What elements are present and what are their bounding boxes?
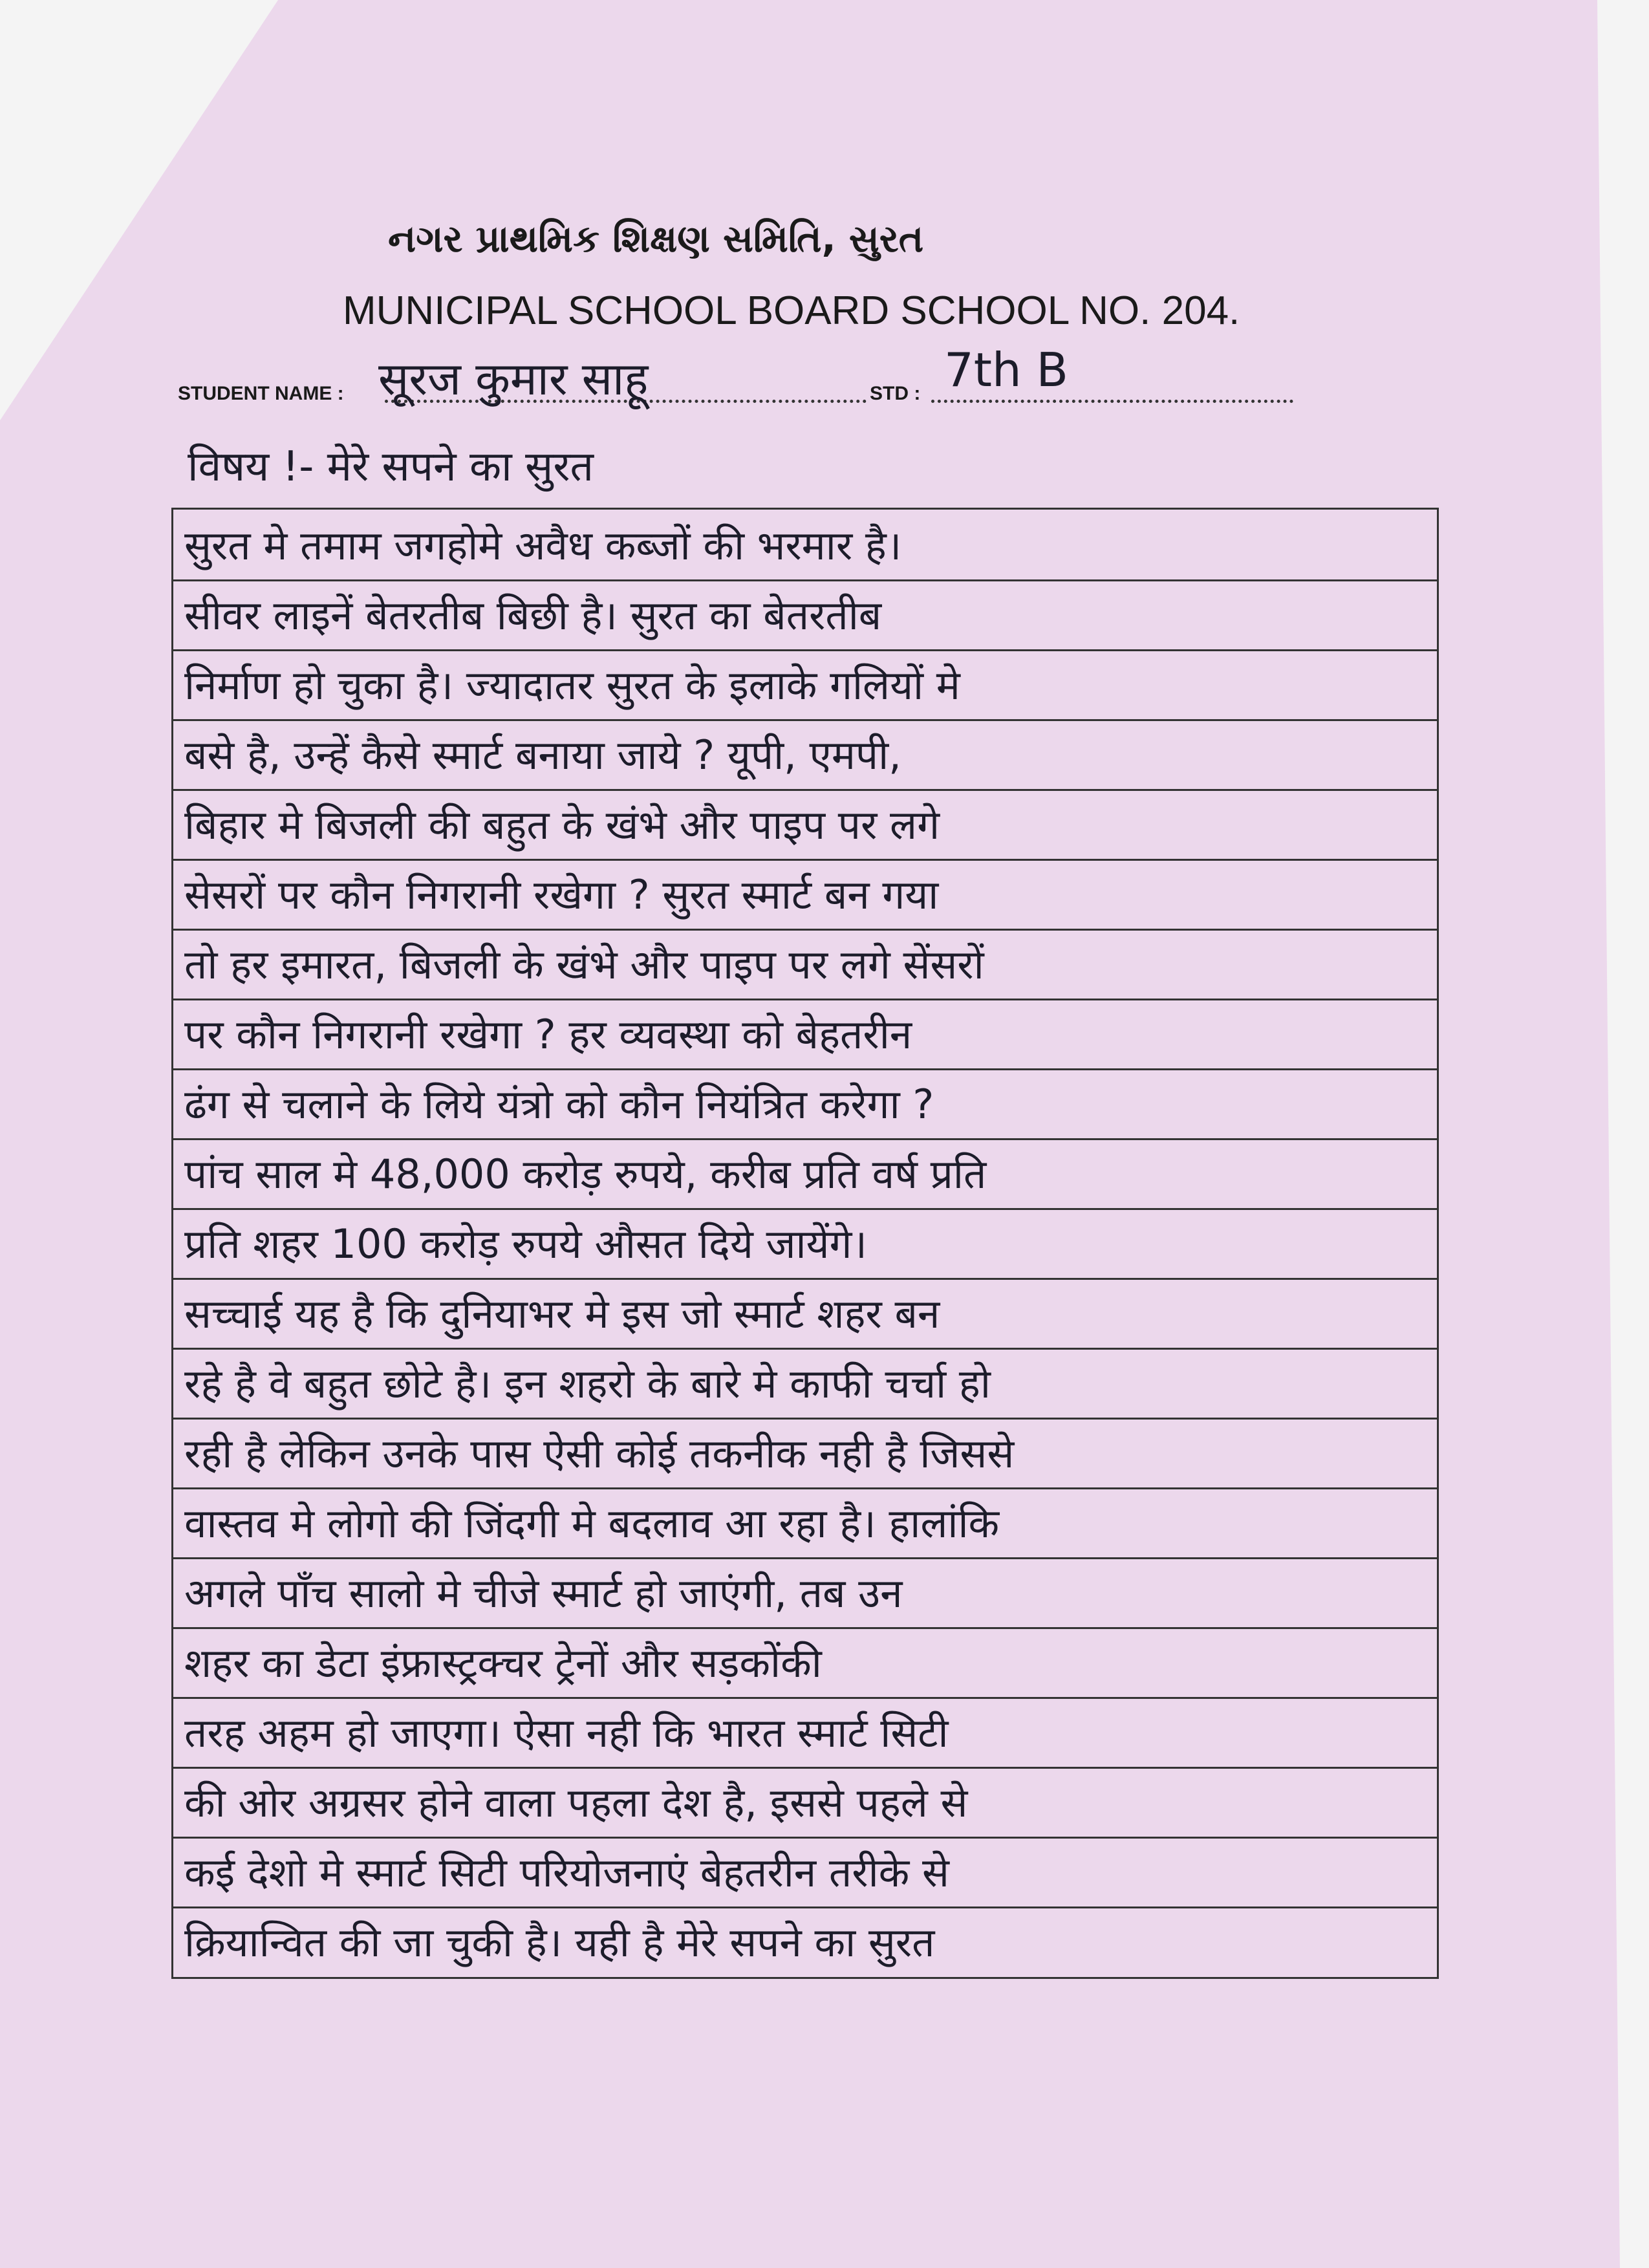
essay-body xyxy=(171,508,1497,1979)
essay-subject: विषय !- मेरे सपने का सुरत xyxy=(188,443,594,491)
essay-line: बिहार मे बिजली की बहुत के खंभे और पाइप पर लगे xyxy=(184,801,940,848)
essay-line: पांच साल मे 48,000 करोड़ रुपये, करीब प्रति वर्ष प्रति xyxy=(184,1150,987,1198)
essay-line: तरह अहम हो जाएगा। ऐसा नही कि भारत स्मार्ट सिटी xyxy=(184,1709,949,1756)
student-name-label: STUDENT NAME : xyxy=(178,383,344,404)
essay-line: सेसरों पर कौन निगरानी रखेगा ? सुरत स्मार्ट बन गया xyxy=(184,871,939,918)
essay-line: पर कौन निगरानी रखेगा ? हर व्यवस्था को बेहतरीन xyxy=(184,1011,912,1058)
essay-line: शहर का डेटा इंफ्रास्ट्रक्चर ट्रेनों और सड़कोंकी xyxy=(184,1639,822,1687)
essay-line: सुरत मे तमाम जगहोमे अवैध कब्जों की भरमार है। xyxy=(184,522,902,569)
essay-line: अगले पाँच सालो मे चीजे स्मार्ट हो जाएंगी, तब उन xyxy=(184,1570,903,1617)
essay-line: तो हर इमारत, बिजली के खंभे और पाइप पर लगे सेंसरों xyxy=(184,941,984,988)
essay-line: निर्माण हो चुका है। ज्यादातर सुरत के इलाके गलियों मे xyxy=(184,662,960,709)
essay-line: प्रति शहर 100 करोड़ रुपये औसत दिये जायेंगे। xyxy=(184,1220,867,1268)
essay-line: रहे है वे बहुत छोटे है। इन शहरो के बारे मे काफी चर्चा हो xyxy=(184,1360,991,1407)
header-english-title: MUNICIPAL SCHOOL BOARD SCHOOL NO. 204. xyxy=(343,288,1240,333)
essay-line: बसे है, उन्हें कैसे स्मार्ट बनाया जाये ? यूपी, एमपी, xyxy=(184,731,901,779)
essay-line: कई देशो मे स्मार्ट सिटी परियोजनाएं बेहतरीन तरीके से xyxy=(184,1849,949,1896)
essay-line: वास्तव मे लोगो की जिंदगी मे बदलाव आ रहा है। हालांकि xyxy=(184,1500,1000,1547)
essay-line: सीवर लाइनें बेतरतीब बिछी है। सुरत का बेतरतीब xyxy=(184,592,882,639)
std-dotted-line xyxy=(931,400,1293,403)
essay-line: की ओर अग्रसर होने वाला पहला देश है, इससे पहले से xyxy=(184,1779,968,1826)
essay-line: ढंग से चलाने के लिये यंत्रो को कौन नियंत्रित करेगा ? xyxy=(184,1081,934,1128)
header-gujarati-title: નગર પ્રાથમિક શિક્ષણ સમિતિ, સુરત xyxy=(388,217,924,261)
essay-line: रही है लेकिन उनके पास ऐसी कोई तकनीक नही है जिससे xyxy=(184,1430,1015,1477)
essay-line: सच्चाई यह है कि दुनियाभर मे इस जो स्मार्ट शहर बन xyxy=(184,1290,940,1337)
essay-line: क्रियान्वित की जा चुकी है। यही है मेरे सपने का सुरत xyxy=(184,1919,935,1966)
student-name-value: सूरज कुमार साहू xyxy=(378,352,649,405)
std-value: 7th B xyxy=(944,343,1068,397)
std-label: STD : xyxy=(870,383,921,404)
